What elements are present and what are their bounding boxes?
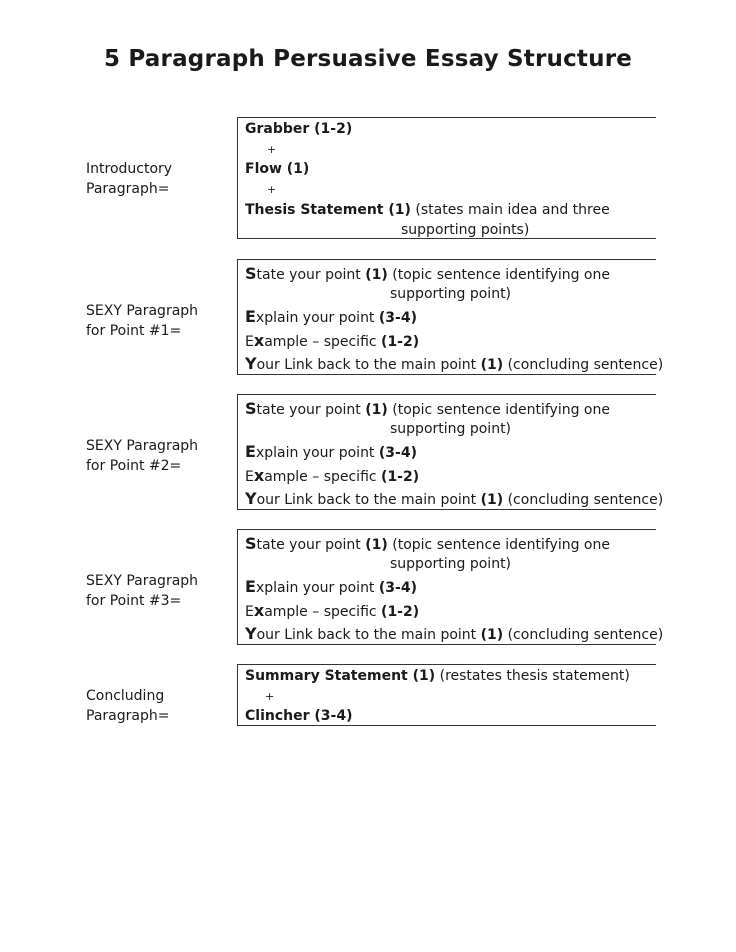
summary-text: (restates thesis statement) xyxy=(439,668,630,684)
item-text: our Link back to the main point xyxy=(256,492,481,508)
sexy-1-label xyxy=(86,301,198,341)
clincher-item: Clincher (3-4) xyxy=(245,708,353,724)
label-line: Concluding xyxy=(86,688,165,704)
introductory-box xyxy=(237,117,656,239)
label-line: Introductory xyxy=(86,161,173,177)
page-title: 5 Paragraph Persuasive Essay Structure xyxy=(103,46,633,72)
cap-letter: x xyxy=(253,466,265,485)
summary-label: Summary Statement (1) xyxy=(245,668,436,684)
sexy-2-label xyxy=(86,436,198,476)
cap-letter: Y xyxy=(245,354,257,373)
item-count: (1) xyxy=(365,402,388,418)
your-item xyxy=(245,489,663,508)
explain-item xyxy=(245,577,417,596)
cap-letter: E xyxy=(245,307,256,326)
item-text: tate your point xyxy=(256,402,366,418)
item-text: E xyxy=(245,604,254,620)
item-text: our Link back to the main point xyxy=(256,627,481,643)
item-text: (topic sentence identifying one xyxy=(392,267,610,283)
item-text: E xyxy=(245,334,254,350)
introductory-label xyxy=(86,159,172,199)
thesis-text: (states main idea and three xyxy=(415,202,610,218)
item-count: (1) xyxy=(365,537,388,553)
plus-sign: + xyxy=(267,143,277,156)
item-count: (3-4) xyxy=(378,310,417,326)
item-count: (3-4) xyxy=(378,445,417,461)
label-line: Paragraph= xyxy=(86,708,170,724)
item-text: xplain your point xyxy=(255,310,379,326)
explain-item xyxy=(245,442,417,461)
thesis-item xyxy=(245,202,610,218)
label-line: for Point #1= xyxy=(86,323,182,339)
item-count: (1) xyxy=(480,357,504,373)
concluding-box xyxy=(237,664,656,726)
state-item xyxy=(245,534,610,553)
cap-letter: Y xyxy=(245,489,257,508)
cap-letter: x xyxy=(253,601,265,620)
sexy-1-box xyxy=(237,259,664,375)
explain-item xyxy=(245,307,417,326)
item-count: (1-2) xyxy=(381,469,420,485)
state-cont: supporting point) xyxy=(390,556,512,572)
sexy-3-label xyxy=(86,571,198,611)
label-line: SEXY Paragraph xyxy=(86,303,199,319)
item-text: tate your point xyxy=(256,267,366,283)
sexy-2-box xyxy=(237,394,664,510)
your-item xyxy=(245,354,663,373)
item-text: (concluding sentence) xyxy=(507,357,664,373)
label-line: for Point #3= xyxy=(86,593,182,609)
item-text: ample – specific xyxy=(264,334,382,350)
cap-letter: x xyxy=(253,331,265,350)
summary-item xyxy=(245,668,630,684)
plus-sign: + xyxy=(267,183,277,196)
item-text: (topic sentence identifying one xyxy=(392,537,610,553)
item-text: (concluding sentence) xyxy=(507,627,664,643)
cap-letter: S xyxy=(245,534,257,553)
item-count: (1) xyxy=(365,267,388,283)
concluding-label xyxy=(86,686,169,726)
thesis-label: Thesis Statement (1) xyxy=(245,202,411,218)
cap-letter: S xyxy=(245,264,257,283)
sexy-3-box xyxy=(237,529,664,645)
state-cont: supporting point) xyxy=(390,421,512,437)
item-count: (1-2) xyxy=(381,334,420,350)
example-item xyxy=(245,466,419,485)
item-text: tate your point xyxy=(256,537,366,553)
grabber-item: Grabber (1-2) xyxy=(245,121,353,137)
cap-letter: Y xyxy=(245,624,257,643)
cap-letter: E xyxy=(245,442,256,461)
flow-item: Flow (1) xyxy=(245,161,310,177)
item-text: xplain your point xyxy=(255,580,379,596)
thesis-cont: supporting points) xyxy=(401,222,530,238)
item-text: ample – specific xyxy=(264,604,382,620)
item-count: (1) xyxy=(480,627,504,643)
label-line: for Point #2= xyxy=(86,458,182,474)
item-text: xplain your point xyxy=(255,445,379,461)
example-item xyxy=(245,601,419,620)
item-text: (concluding sentence) xyxy=(507,492,664,508)
plus-sign: + xyxy=(265,690,275,703)
example-item xyxy=(245,331,419,350)
cap-letter: S xyxy=(245,399,257,418)
item-count: (1) xyxy=(480,492,504,508)
item-text: our Link back to the main point xyxy=(256,357,481,373)
item-text: ample – specific xyxy=(264,469,382,485)
label-line: SEXY Paragraph xyxy=(86,573,199,589)
item-count: (1-2) xyxy=(381,604,420,620)
item-text: (topic sentence identifying one xyxy=(392,402,610,418)
item-text: E xyxy=(245,469,254,485)
label-line: Paragraph= xyxy=(86,181,170,197)
state-item xyxy=(245,399,610,418)
label-line: SEXY Paragraph xyxy=(86,438,199,454)
your-item xyxy=(245,624,663,643)
state-cont: supporting point) xyxy=(390,286,512,302)
cap-letter: E xyxy=(245,577,256,596)
state-item xyxy=(245,264,610,283)
item-count: (3-4) xyxy=(378,580,417,596)
